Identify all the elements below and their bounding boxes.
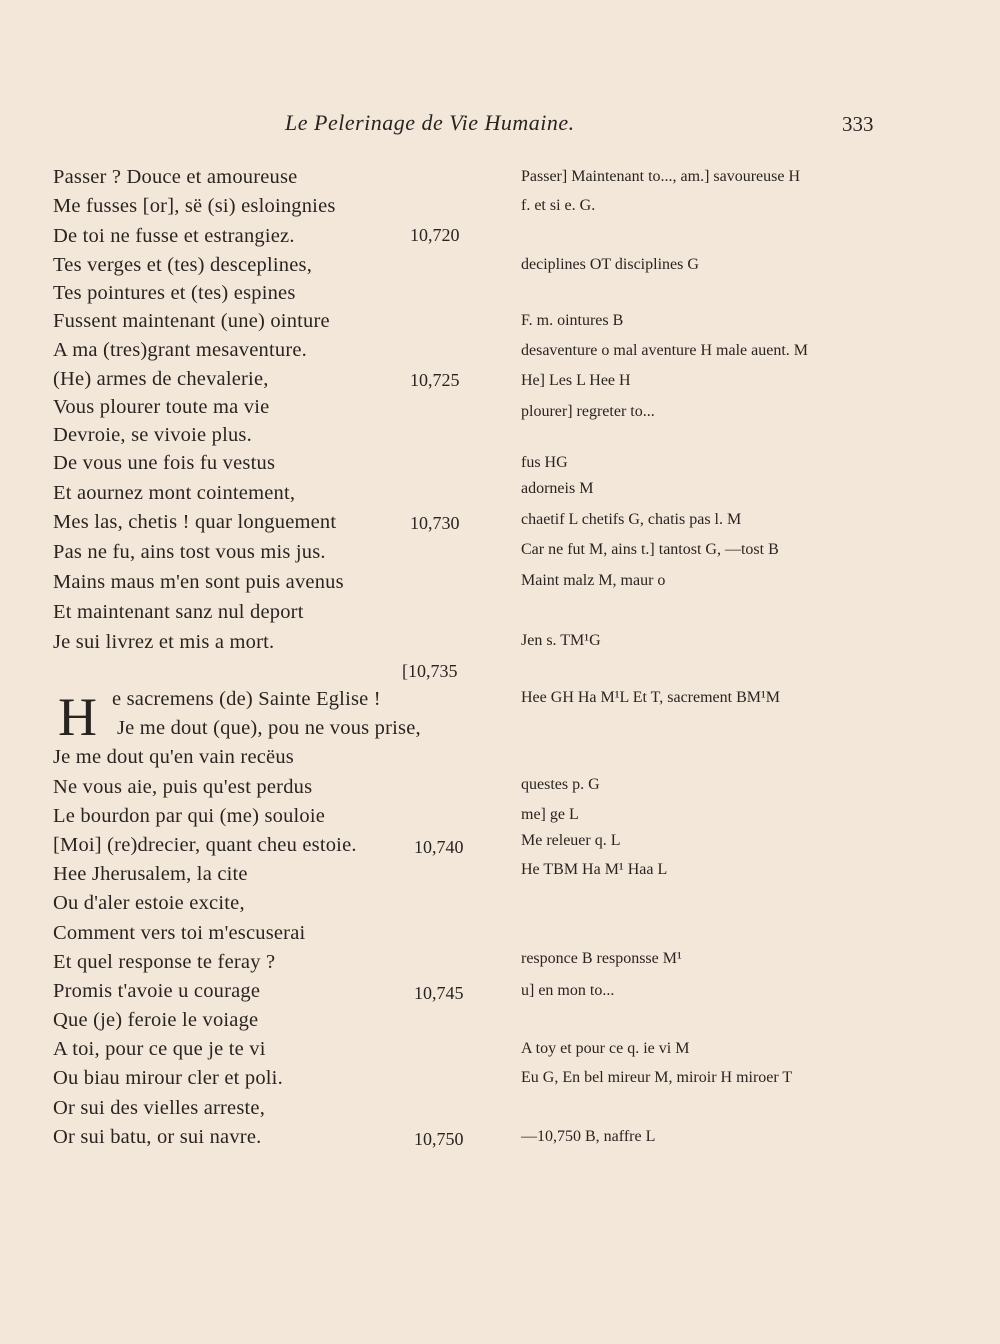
verse-line: [Moi] (re)drecier, quant cheu estoie. xyxy=(53,834,357,856)
variant-reading: deciplines OT disciplines G xyxy=(521,256,699,273)
verse-line: Le bourdon par qui (me) souloie xyxy=(53,805,326,827)
running-title: Le Pelerinage de Vie Humaine. xyxy=(285,110,575,135)
variant-reading: Hee GH Ha M¹L Et T, sacrement BM¹M xyxy=(521,689,781,706)
variant-reading: Jen s. TM¹G xyxy=(521,632,601,649)
verse-line: Ou biau mirour cler et poli. xyxy=(53,1067,283,1089)
variant-reading: —10,750 B, naffre L xyxy=(521,1128,656,1145)
verse-line: e sacremens (de) Sainte Eglise ! xyxy=(112,688,381,710)
verse-line: Ne vous aie, puis qu'est perdus xyxy=(53,776,313,798)
verse-line: Fussent maintenant (une) ointure xyxy=(53,310,330,332)
verse-line: Ou d'aler estoie excite, xyxy=(53,892,245,914)
variant-reading: u] en mon to... xyxy=(521,982,615,999)
verse-line: Vous plourer toute ma vie xyxy=(53,396,270,418)
verse-line: De vous une fois fu vestus xyxy=(53,452,276,474)
verse-line: Mes las, chetis ! quar longuement xyxy=(53,511,337,533)
variant-reading: Maint malz M, maur o xyxy=(521,572,666,589)
variant-reading: Car ne fut M, ains t.] tantost G, —tost B xyxy=(521,541,779,558)
variant-reading: chaetif L chetifs G, chatis pas l. M xyxy=(521,511,742,528)
verse-line: Me fusses [or], së (si) esloingnies xyxy=(53,195,336,217)
page-number: 333 xyxy=(842,112,874,136)
verse-line: Comment vers toi m'escuserai xyxy=(53,922,306,944)
verse-line: Passer ? Douce et amoureuse xyxy=(53,166,298,188)
variant-reading: questes p. G xyxy=(521,776,600,793)
verse-line: Tes pointures et (tes) espines xyxy=(53,282,296,304)
verse-line: A toi, pour ce que je te vi xyxy=(53,1038,266,1060)
verse-line: De toi ne fusse et estrangiez. xyxy=(53,225,295,247)
variant-reading: F. m. ointures B xyxy=(521,312,624,329)
variant-reading: me] ge L xyxy=(521,806,579,823)
verse-line: Je sui livrez et mis a mort. xyxy=(53,631,275,653)
line-number: 10,725 xyxy=(410,370,460,390)
variant-reading: He TBM Ha M¹ Haa L xyxy=(521,861,668,878)
line-number: [10,735 xyxy=(402,661,458,681)
verse-line: Je me dout (que), pou ne vous prise, xyxy=(117,717,421,739)
verse-line: Or sui batu, or sui navre. xyxy=(53,1126,262,1148)
verse-line: Et aournez mont cointement, xyxy=(53,482,296,504)
variant-reading: adorneis M xyxy=(521,480,594,497)
variant-reading: Me releuer q. L xyxy=(521,832,621,849)
variant-reading: plourer] regreter to... xyxy=(521,403,655,420)
verse-line: Mains maus m'en sont puis avenus xyxy=(53,571,344,593)
variant-reading: He] Les L Hee H xyxy=(521,372,631,389)
drop-cap: H xyxy=(58,687,97,747)
verse-line: Promis t'avoie u courage xyxy=(53,980,261,1002)
variant-reading: A toy et pour ce q. ie vi M xyxy=(521,1040,690,1057)
verse-line: (He) armes de chevalerie, xyxy=(53,368,269,390)
line-number: 10,720 xyxy=(410,225,460,245)
line-number: 10,750 xyxy=(414,1129,464,1149)
verse-line: Que (je) feroie le voiage xyxy=(53,1009,259,1031)
verse-line: Or sui des vielles arreste, xyxy=(53,1097,266,1119)
variant-reading: Passer] Maintenant to..., am.] savoureuse H xyxy=(521,168,801,185)
verse-line: Je me dout qu'en vain recëus xyxy=(53,746,294,768)
verse-line: Et maintenant sanz nul deport xyxy=(53,601,304,623)
verse-line: Devroie, se vivoie plus. xyxy=(53,424,252,446)
verse-line: Tes verges et (tes) desceplines, xyxy=(53,254,313,276)
verse-line: Et quel response te feray ? xyxy=(53,951,276,973)
variant-reading: desaventure o mal aventure H male auent. M xyxy=(521,342,808,359)
verse-line: Pas ne fu, ains tost vous mis jus. xyxy=(53,541,326,563)
line-number: 10,730 xyxy=(410,513,460,533)
variant-reading: responce B responsse M¹ xyxy=(521,950,682,967)
variant-reading: Eu G, En bel mireur M, miroir H miroer T xyxy=(521,1069,793,1086)
variant-reading: fus HG xyxy=(521,454,568,471)
variant-reading: f. et si e. G. xyxy=(521,197,596,214)
line-number: 10,740 xyxy=(414,837,464,857)
line-number: 10,745 xyxy=(414,983,464,1003)
verse-line: A ma (tres)grant mesaventure. xyxy=(53,339,307,361)
verse-line: Hee Jherusalem, la cite xyxy=(53,863,248,885)
